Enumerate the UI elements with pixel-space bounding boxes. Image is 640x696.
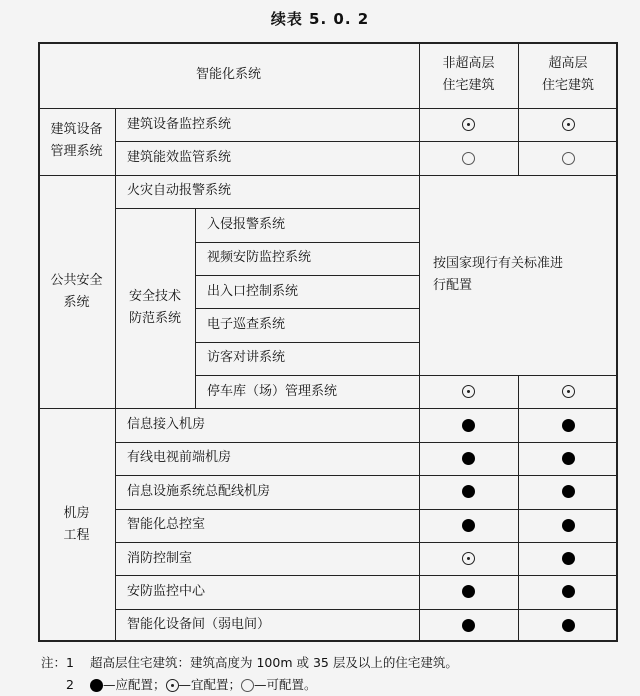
solid-circle-icon xyxy=(90,679,103,692)
legend-dot-label: —宜配置； xyxy=(178,677,242,692)
solid-circle-icon xyxy=(462,452,475,465)
legend-open-label: —可配置。 xyxy=(254,677,317,692)
solid-circle-icon xyxy=(562,419,575,432)
group-security-tech-line-2: 防范系统 xyxy=(128,311,181,327)
group-public-safety xyxy=(38,175,115,409)
merged-note-line-2: 行配置 xyxy=(433,277,473,293)
row-label: 信息接入机房 xyxy=(127,417,206,433)
row-label: 入侵报警系统 xyxy=(207,216,286,232)
row-label: 电子巡查系统 xyxy=(207,316,286,332)
solid-circle-icon xyxy=(562,585,575,598)
solid-circle-icon xyxy=(462,419,475,432)
value-cell xyxy=(419,609,518,642)
value-cell xyxy=(419,375,518,408)
open-circle-icon xyxy=(462,152,475,165)
value-cell xyxy=(518,442,618,475)
merged-note-line-1: 按国家现行有关标准进 xyxy=(433,255,564,271)
dotted-circle-icon xyxy=(462,385,475,398)
row-label: 有线电视前端机房 xyxy=(127,450,232,466)
header-col-b xyxy=(518,42,618,108)
header-col-a xyxy=(419,42,518,108)
value-cell xyxy=(518,375,618,408)
row-label: 信息设施系统总配线机房 xyxy=(127,483,271,499)
row-label: 火灾自动报警系统 xyxy=(127,183,232,199)
group-public-safety-line-1: 公共安全 xyxy=(50,272,103,288)
value-cell xyxy=(518,575,618,608)
value-cell xyxy=(518,141,618,174)
note-1-text: 超高层住宅建筑：建筑高度为 100m 或 35 层及以上的住宅建筑。 xyxy=(90,655,458,670)
value-cell xyxy=(419,408,518,441)
row-label: 安防监控中心 xyxy=(127,583,206,599)
merged-note xyxy=(423,175,610,375)
solid-circle-icon xyxy=(462,585,475,598)
row-label: 出入口控制系统 xyxy=(207,283,299,299)
header-col-a-line-2: 住宅建筑 xyxy=(442,78,495,93)
legend-solid-label: —应配置； xyxy=(103,677,166,692)
group-security-tech xyxy=(115,208,195,408)
value-cell xyxy=(419,509,518,542)
value-cell xyxy=(518,509,618,542)
note-prefix: 注：1 xyxy=(41,655,74,670)
value-cell xyxy=(419,575,518,608)
group-security-tech-line-1: 安全技术 xyxy=(128,289,181,305)
row-label: 访客对讲系统 xyxy=(207,350,286,366)
group-machine-room xyxy=(38,408,115,642)
value-cell xyxy=(518,108,618,141)
open-circle-icon xyxy=(241,679,254,692)
solid-circle-icon xyxy=(562,485,575,498)
header-system: 智能化系统 xyxy=(195,67,261,82)
solid-circle-icon xyxy=(562,619,575,632)
note-2-number: 2 xyxy=(66,677,74,692)
header-col-b-line-2: 住宅建筑 xyxy=(541,78,594,93)
value-cell xyxy=(518,408,618,441)
value-cell xyxy=(419,442,518,475)
dotted-circle-icon xyxy=(462,118,475,131)
row-label: 停车库（场）管理系统 xyxy=(207,383,338,399)
value-cell xyxy=(419,475,518,508)
row-label: 视频安防监控系统 xyxy=(207,250,312,266)
dotted-circle-icon xyxy=(166,679,179,692)
group-public-safety-line-2: 系统 xyxy=(63,294,90,310)
value-cell xyxy=(518,609,618,642)
value-cell xyxy=(518,542,618,575)
group-building-mgmt xyxy=(38,108,115,175)
group-machine-room-line-1: 机房 xyxy=(63,506,90,522)
note-2 xyxy=(34,674,634,696)
solid-circle-icon xyxy=(462,619,475,632)
table-notes xyxy=(34,652,634,696)
table-title: 续表 5. 0. 2 xyxy=(270,10,370,28)
dotted-circle-icon xyxy=(562,385,575,398)
open-circle-icon xyxy=(562,152,575,165)
solid-circle-icon xyxy=(462,485,475,498)
group-building-mgmt-line-1: 建筑设备 xyxy=(50,122,103,138)
value-cell xyxy=(419,542,518,575)
row-label: 智能化设备间（弱电间） xyxy=(127,617,271,633)
solid-circle-icon xyxy=(462,519,475,532)
solid-circle-icon xyxy=(562,452,575,465)
header-col-b-line-1: 超高层 xyxy=(548,56,588,71)
dotted-circle-icon xyxy=(462,552,475,565)
config-table xyxy=(38,42,618,642)
solid-circle-icon xyxy=(562,519,575,532)
note-1 xyxy=(34,652,634,674)
row-label: 建筑能效监管系统 xyxy=(127,150,232,166)
value-cell xyxy=(518,475,618,508)
solid-circle-icon xyxy=(562,552,575,565)
row-label: 消防控制室 xyxy=(127,550,193,566)
group-building-mgmt-line-2: 管理系统 xyxy=(50,144,103,160)
dotted-circle-icon xyxy=(562,118,575,131)
value-cell xyxy=(419,141,518,174)
row-label: 智能化总控室 xyxy=(127,517,206,533)
row-label: 建筑设备监控系统 xyxy=(127,116,232,132)
value-cell xyxy=(419,108,518,141)
group-machine-room-line-2: 工程 xyxy=(63,528,90,544)
header-col-a-line-1: 非超高层 xyxy=(442,56,495,71)
